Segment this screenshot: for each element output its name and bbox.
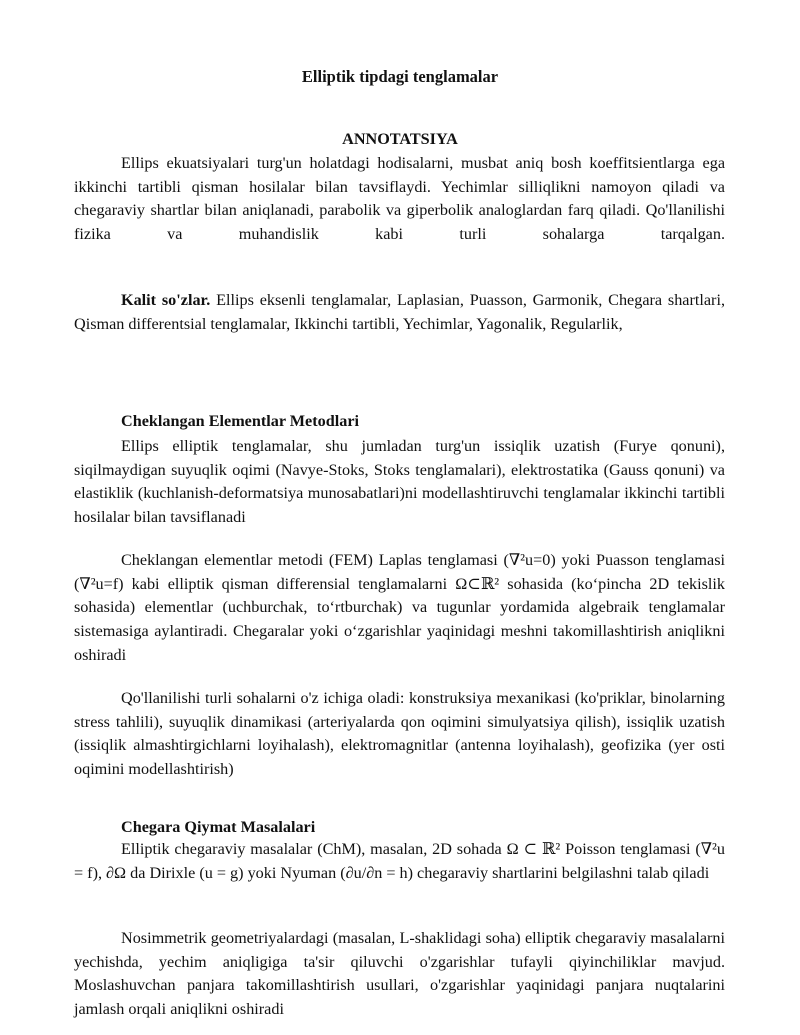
section2-paragraph: Elliptik chegaraviy masalalar (ChM), masalan, 2D sohada Ω ⊂ ℝ² Poisson tenglamasi (∇²u = f), ∂Ω da Dirixle (u = g) yoki Nyuman (∂u/∂n = h) chegaraviy shartlarini belgilashni talab qiladi (74, 840, 725, 882)
keywords-paragraph (74, 289, 725, 336)
section-heading-fem: Cheklangan Elementlar Metodlari (121, 412, 360, 430)
section1-paragraph: Cheklangan elementlar metodi (FEM) Laplas tenglamasi (∇²u=0) yoki Puasson tenglamasi (∇²u=f) kabi elliptik qisman differensial tenglamalarni Ω⊂ℝ² sohasida (ko‘pincha 2D tekislik sohasida) elementlar (uchburchak, to‘rtburchak) va tugunlar yordamida algebraik tenglamalar sistemasiga aylantiradi. Chegaralar yoki o‘zgarishlar yaqinidagi meshni takomillashtirish aniqlikni oshiradi (74, 551, 725, 664)
section-heading-bvp: Chegara Qiymat Masalalari (121, 818, 316, 836)
section2-paragraph: Nosimmetrik geometriyalardagi (masalan, L-shaklidagi soha) elliptik chegaraviy masalalarni yechishda, yechim aniqligiga ta'sir qiluvchi o'zgarishlar tufayli qiyinchiliklar mavjud. Moslashuvchan panjara takomillashtirish usullari, o'zgarishlar yaqinidagi panjara nuqtalarini jamlash orqali aniqlikni oshiradi (74, 929, 725, 1019)
annotation-heading: ANNOTATSIYA (342, 130, 458, 148)
section1-paragraph-1-block (74, 435, 725, 530)
document-title: Elliptik tipdagi tenglamalar (301, 67, 499, 86)
section2-paragraph-1-block (74, 838, 725, 885)
keywords-label: Kalit so'zlar. (121, 291, 211, 309)
keywords-block (74, 289, 725, 336)
section1-paragraph: Ellips elliptik tenglamalar, shu jumladan turg'un issiqlik uzatish (Furye qonuni), siqilmaydigan suyuqlik oqimi (Navye-Stoks, Stoks tenglamalari), elektrostatika (Gauss qonuni) va elastiklik (kuchlanish-deformatsiya munosabatlari)ni modellashtiruvchi tenglamalar ikkinchi tartibli hosilalar bilan tavsiflanadi (74, 437, 725, 527)
section1-paragraph: Qo'llanilishi turli sohalarni o'z ichiga oladi: konstruksiya mexanikasi (ko'priklar, binolarning stress tahlili), suyuqlik dinamikasi (arteriyalarda qon oqimini simulyatsiya qilish), issiqlik uzatish (issiqlik almashtirgichlarni loyihalash), elektromagnitlar (antenna loyihalash), geofizika (yer osti oqimini modellashtirish) (74, 689, 725, 779)
annotation-text: Ellips ekuatsiyalari turg'un holatdagi hodisalarni, musbat aniq bosh koeffitsientlarga ega ikkinchi tartibli qisman hosilalar bilan tavsiflaydi. Yechimlar silliqlikni namoyon qiladi va chegaraviy shartlar bilan aniqlanadi, parabolik va giperbolik analoglardan farq qiladi. Qo'llanilishi fizika va muhandislik kabi turli sohalarga tarqalgan. (74, 154, 725, 244)
section2-paragraph-2-block (74, 927, 725, 1022)
annotation-block (74, 152, 725, 247)
keywords-text: Ellips eksenli tenglamalar, Laplasian, Puasson, Garmonik, Chegara shartlari, Qisman differentsial tenglamalar, Ikkinchi tartibli, Yechimlar, Yagonalik, Regularlik, (74, 291, 725, 333)
section1-paragraph-3-block (74, 687, 725, 782)
section1-paragraph-2-block (74, 549, 725, 668)
